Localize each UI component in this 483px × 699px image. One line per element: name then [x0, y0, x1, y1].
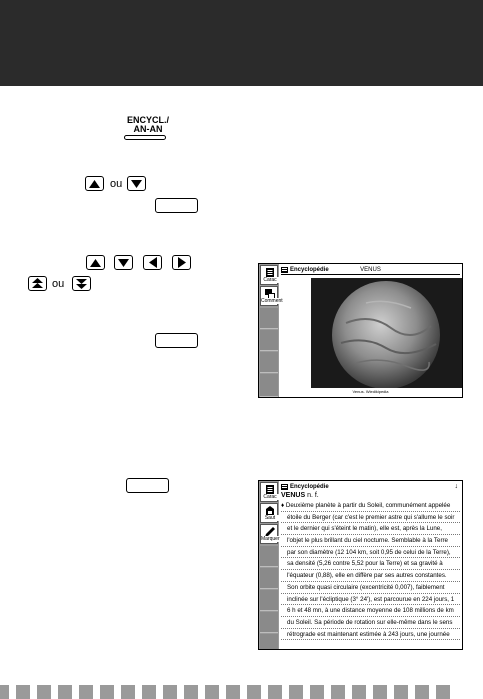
bottom-dashed-border — [0, 685, 483, 699]
entry-line: l'équateur (0,88), elle en diffère par ses autres constantes. — [281, 570, 460, 582]
entry-line: sa densité (5,26 contre 5,52 pour la Terre) et sa gravité à — [281, 558, 460, 570]
right-arrow-key[interactable] — [172, 255, 191, 270]
dash-segment — [373, 685, 387, 699]
device-screen-image — [258, 263, 463, 398]
dash-segment — [310, 685, 324, 699]
entry-line: inclinée sur l'écliptique (3° 24'), est parcourue en 224 jours, 1 — [281, 594, 460, 606]
tab-empty — [260, 590, 278, 611]
app-name: Encyclopédie — [290, 484, 329, 490]
entry-line: l'objet le plus brillant du ciel nocturne. Semblable à la Terre — [281, 535, 460, 547]
dash-segment — [121, 685, 135, 699]
app-name: Encyclopédie — [290, 267, 329, 273]
tab-label: Comment — [261, 298, 283, 304]
headword: VENUS — [281, 492, 306, 499]
tab-carac[interactable] — [260, 482, 278, 502]
tab-comment[interactable] — [260, 286, 283, 306]
dash-segment — [268, 685, 282, 699]
enter-key-2[interactable] — [155, 333, 198, 348]
entry-line: du Soleil. Sa période de rotation sur elle-même dans le sens — [281, 617, 460, 629]
down-arrow-key[interactable] — [127, 176, 146, 191]
dash-segment — [58, 685, 72, 699]
device-screen-text — [258, 480, 463, 650]
tab-empty — [260, 330, 278, 351]
dash-segment — [184, 685, 198, 699]
up-arrow-key-2[interactable] — [86, 255, 105, 270]
right-arrow-icon — [178, 257, 186, 268]
tab-label: Marquer — [261, 536, 280, 542]
tab-empty — [260, 374, 278, 397]
entry-line: rétrograde est maintenant estimée à 243 jours, une journée — [281, 629, 460, 641]
screen-titlebar — [281, 266, 460, 275]
dash-segment — [100, 685, 114, 699]
dash-segment — [142, 685, 156, 699]
part-of-speech: n. f. — [307, 492, 319, 499]
dash-segment — [436, 685, 450, 699]
encycl-key-label-line2: AN-AN — [133, 124, 163, 134]
venus-image — [311, 278, 462, 388]
entry-line: ♦ Deuxième planète à partir du Soleil, communément appelée — [281, 500, 460, 512]
up-arrow-icon — [90, 259, 101, 267]
image-caption: Venus. Wiedikipedia — [352, 389, 389, 394]
book-icon — [281, 484, 288, 490]
tab-label: Carac — [261, 277, 279, 283]
dash-segment — [163, 685, 177, 699]
dash-segment — [247, 685, 261, 699]
page-down-key[interactable] — [72, 276, 91, 291]
down-arrow-key-2[interactable] — [114, 255, 133, 270]
dash-segment — [37, 685, 51, 699]
entry-line: et le dernier qui s'éteint le matin), elle est, après la Lune, — [281, 523, 460, 535]
page-up-key[interactable] — [28, 276, 47, 291]
dash-segment — [205, 685, 219, 699]
dash-segment — [79, 685, 93, 699]
dash-segment — [0, 685, 9, 699]
dash-segment — [394, 685, 408, 699]
tab-saut[interactable] — [260, 503, 278, 523]
dash-segment — [226, 685, 240, 699]
double-down-arrow-icon — [76, 278, 87, 289]
venus-planet-image — [311, 278, 462, 388]
entry-line: par son diamètre (12 104 km, soit 0,95 de celui de la Terre), — [281, 547, 460, 559]
tab-label: Carac — [261, 494, 279, 500]
encycl-key-label-line1: ENCYCL./ — [126, 115, 169, 125]
scroll-indicator: ↓ — [454, 483, 458, 490]
or-text: ou — [110, 178, 123, 190]
tab-carac[interactable] — [260, 265, 278, 285]
down-arrow-icon — [118, 259, 129, 267]
tab-empty — [260, 568, 278, 589]
down-arrow-icon — [131, 180, 142, 188]
tab-empty — [260, 634, 278, 650]
tab-empty — [260, 546, 278, 567]
tab-label: Saut — [261, 515, 279, 521]
entry-line: étoile du Berger (car c'est le premier astre qui s'allume le soir — [281, 512, 460, 524]
entry-headword — [281, 492, 319, 500]
encycl-key[interactable] — [124, 135, 166, 140]
side-tab-bar — [259, 481, 279, 649]
dash-segment — [352, 685, 366, 699]
up-arrow-key[interactable] — [85, 176, 104, 191]
enter-key-3[interactable] — [126, 478, 169, 493]
screen-titlebar — [281, 483, 460, 492]
or-text-2: ou — [52, 278, 65, 290]
side-tab-bar — [259, 264, 283, 397]
tab-empty — [260, 352, 278, 373]
dash-segment — [289, 685, 303, 699]
entry-line: 6 h et 48 mn, à une distance moyenne de 108 millions de km — [281, 605, 460, 617]
enter-key[interactable] — [155, 198, 198, 213]
dash-segment — [16, 685, 30, 699]
entry-body — [281, 500, 460, 640]
dash-segment — [415, 685, 429, 699]
header-band — [0, 0, 483, 86]
double-up-arrow-icon — [32, 278, 43, 289]
tab-empty — [260, 308, 278, 329]
left-arrow-icon — [149, 257, 157, 268]
tab-marquer[interactable] — [260, 524, 278, 544]
entry-line: Son orbite quasi circulaire (excentricité 0,007), faiblement — [281, 582, 460, 594]
dash-segment — [331, 685, 345, 699]
entry-title: VENUS — [360, 267, 381, 273]
left-arrow-key[interactable] — [143, 255, 162, 270]
tab-empty — [260, 612, 278, 633]
up-arrow-icon — [89, 180, 100, 188]
